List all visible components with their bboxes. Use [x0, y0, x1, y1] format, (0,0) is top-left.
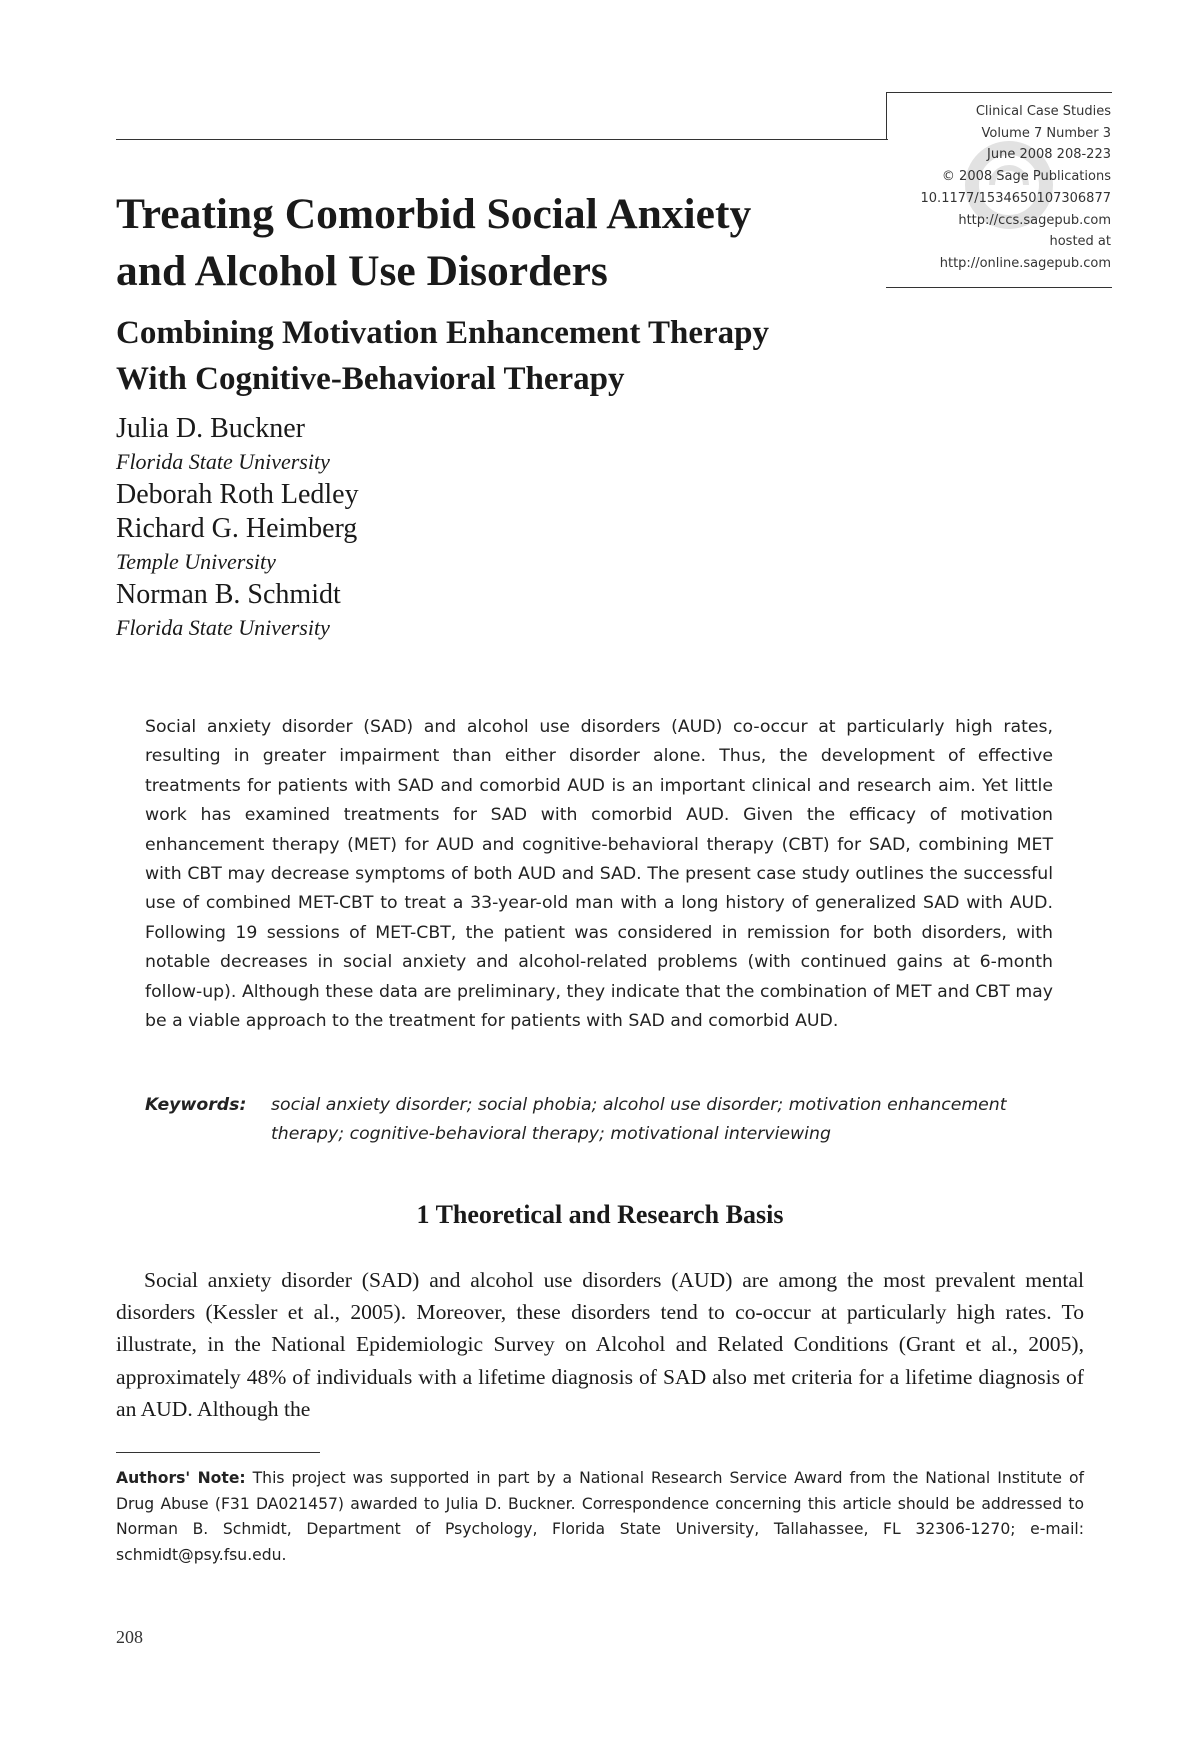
keywords	[145, 1091, 1053, 1149]
authors-note-text: This project was supported in part by a National Research Service Award from the National Institute of Drug Abuse (F31 DA021457) awarded to Julia D. Buckner. Correspondence concerning this article should be addressed to Norman B. Schmidt, Department of Psychology, Florida State University, Tallahassee, FL 32306-1270; e-mail: schmidt@psy.fsu.edu.	[116, 1469, 1084, 1565]
journal-volume: Volume 7 Number 3	[981, 125, 1111, 141]
header-rule-left	[116, 139, 888, 140]
header-rule-top-right	[886, 92, 1112, 93]
article-subtitle-line-1: Combining Motivation Enhancement Therapy	[116, 315, 770, 351]
journal-hosted-url[interactable]: http://online.sagepub.com	[939, 255, 1111, 271]
article-subtitle	[116, 310, 936, 402]
journal-copyright: © 2008 Sage Publications	[941, 169, 1111, 185]
article-title-line-2: and Alcohol Use Disorders	[116, 247, 608, 295]
keywords-text: social anxiety disorder; social phobia; alcohol use disorder; motivation enhancement therapy; cognitive-behavioral therapy; motivational interviewing	[271, 1095, 1007, 1144]
keywords-label: Keywords:	[145, 1095, 247, 1115]
author-name: Norman B. Schmidt	[116, 579, 341, 610]
author-name: Julia D. Buckner	[116, 413, 305, 444]
header-rule-bottom-right	[886, 287, 1112, 288]
abstract: Social anxiety disorder (SAD) and alcohol use disorders (AUD) co-occur at particularly high rates, resulting in greater impairment than either disorder alone. Thus, the development of effective treatments for patients with SAD and comorbid AUD is an important clinical and research aim. Yet little work has examined treatments for SAD with comorbid AUD. Given the efficacy of motivation enhancement therapy (MET) for AUD and cognitive-behavioral therapy (CBT) for SAD, combining MET with CBT may decrease symptoms of both AUD and SAD. The present case study outlines the successful use of combined MET-CBT to treat a 33-year-old man with a long history of generalized SAD with AUD. Following 19 sessions of MET-CBT, the patient was considered in remission for both disorders, with notable decreases in social anxiety and alcohol-related problems (with continued gains at 6-month follow-up). Although these data are preliminary, they indicate that the combination of MET and CBT may be a viable approach to the treatment for patients with SAD and comorbid AUD.	[145, 717, 1053, 1032]
section-heading: 1 Theoretical and Research Basis	[416, 1200, 784, 1229]
authors-note-label: Authors' Note:	[116, 1469, 246, 1487]
journal-date-pages: June 2008 208-223	[987, 147, 1111, 163]
author-affiliation: Florida State University	[116, 449, 330, 474]
article-subtitle-line-2: With Cognitive-Behavioral Therapy	[116, 361, 625, 397]
journal-doi[interactable]: 10.1177/1534650107306877	[920, 190, 1111, 206]
journal-url[interactable]: http://ccs.sagepub.com	[958, 212, 1111, 228]
journal-name: Clinical Case Studies	[975, 104, 1111, 119]
author-name: Richard G. Heimberg	[116, 513, 358, 544]
page-number: 208	[116, 1627, 143, 1647]
author-name: Deborah Roth Ledley	[116, 479, 359, 510]
journal-info	[851, 101, 1111, 275]
journal-hosted-label: hosted at	[1049, 234, 1111, 250]
article-title	[116, 186, 876, 300]
author-list	[116, 412, 816, 644]
author-affiliation: Florida State University	[116, 615, 330, 640]
authors-note	[116, 1466, 1084, 1569]
body-paragraph: Social anxiety disorder (SAD) and alcohol use disorders (AUD) are among the most prevalent mental disorders (Kessler et al., 2005). Moreover, these disorders tend to co-occur at particularly high rates. To illustrate, in the National Epidemiologic Survey on Alcohol and Related Conditions (Grant et al., 2005), approximately 48% of individuals with a lifetime diagnosis of SAD also met criteria for a lifetime diagnosis of an AUD. Although the	[116, 1268, 1084, 1421]
article-title-line-1: Treating Comorbid Social Anxiety	[116, 190, 752, 238]
footnote-rule	[116, 1452, 320, 1453]
author-affiliation: Temple University	[116, 549, 276, 574]
